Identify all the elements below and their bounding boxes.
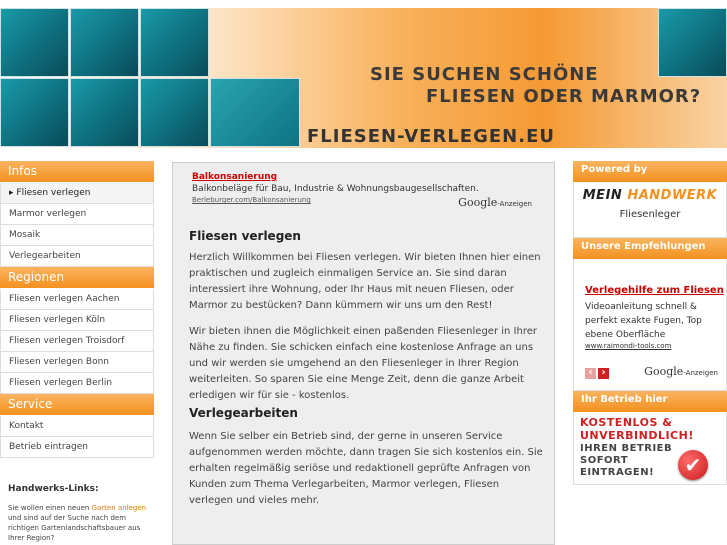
nav-item-koeln[interactable]: Fliesen verlegen Köln <box>0 310 154 331</box>
right-sidebar <box>573 161 727 485</box>
nav-item-bonn[interactable]: Fliesen verlegen Bonn <box>0 352 154 373</box>
powered-by-box[interactable] <box>573 182 727 238</box>
next-arrow-icon[interactable]: › <box>598 368 609 379</box>
site-header <box>0 0 727 160</box>
promo-line: KOSTENLOS & <box>580 416 673 429</box>
logo-mein: MEIN <box>582 188 623 203</box>
empfehlungen-box <box>573 259 727 391</box>
checkmark-icon[interactable]: ✔ <box>678 450 708 480</box>
google-ads-logo[interactable] <box>458 196 532 209</box>
ad-description: Balkonbeläge für Bau, Industrie & Wohnungsbaugesellschaften. <box>192 184 479 194</box>
nav-item-label: Fliesen verlegen <box>16 188 91 198</box>
ad-url-link[interactable]: Berleburger.com/Balkonsanierung <box>192 196 311 204</box>
nav-item-betrieb-eintragen[interactable]: Betrieb eintragen <box>0 437 154 458</box>
google-logo-text: Google <box>644 365 684 378</box>
promo-line: SOFORT <box>580 455 629 466</box>
tile-decoration <box>210 78 300 147</box>
handwerks-links-text <box>8 503 152 543</box>
promo-line: EINTRAGEN! <box>580 467 655 478</box>
garten-anlegen-link[interactable]: Garten anlegen <box>91 504 147 512</box>
tile-decoration <box>658 8 727 77</box>
ad-title-link[interactable]: Balkonsanierung <box>192 172 278 182</box>
empfehlung-ad-url-link[interactable]: www.raimondi-tools.com <box>585 342 672 350</box>
logo-handwerk: HANDWERK <box>627 188 718 203</box>
site-name[interactable]: FLIESEN-VERLEGEN.EU <box>307 126 555 147</box>
verlegearbeiten-paragraph: Wenn Sie selber ein Betrieb sind, der gerne in unseren Service aufgenommen werden möchte, dann tragen Sie sich kostenlos ein. Sie erhalten regelmäßig seriöse und redaktionell geprüfte Anfragen von Kunden zum Thema Verlegarbeiten, Marmor verlegen, Fliesen verlegen und vieles mehr. <box>189 431 543 506</box>
nav-item-fliesen-verlegen[interactable] <box>0 183 154 204</box>
left-sidebar <box>0 161 154 458</box>
mein-handwerk-logo[interactable] <box>574 182 726 203</box>
promo-subline <box>580 443 672 479</box>
heading-fliesen-verlegen: Fliesen verlegen <box>189 229 301 243</box>
header-tagline-1: SIE SUCHEN SCHÖNE <box>370 64 599 85</box>
google-logo-text: Google <box>458 196 498 209</box>
tile-decoration <box>70 78 139 147</box>
tile-decoration <box>140 78 209 147</box>
active-arrow-icon: ▸ <box>9 188 14 198</box>
empfehlungen-title: Unsere Empfehlungen <box>573 238 727 259</box>
promo-headline <box>580 416 694 442</box>
tile-decoration <box>140 8 209 77</box>
nav-item-berlin[interactable]: Fliesen verlegen Berlin <box>0 373 154 394</box>
google-ads-logo[interactable] <box>644 365 718 378</box>
promo-line: IHREN BETRIEB <box>580 443 673 454</box>
google-anzeigen-label: -Anzeigen <box>497 200 532 208</box>
powered-by-title: Powered by <box>573 161 727 182</box>
main-content <box>172 162 555 545</box>
nav-item-troisdorf[interactable]: Fliesen verlegen Troisdorf <box>0 331 154 352</box>
betrieb-eintragen-promo[interactable] <box>573 412 727 485</box>
google-anzeigen-label: -Anzeigen <box>683 369 718 377</box>
powered-by-subtitle: Fliesenleger <box>619 209 681 220</box>
intro-paragraph: Herzlich Willkommen bei Fliesen verlegen. Wir bieten Ihnen hier einen praktischen und zugleich einmaligen Service an. Sie sind daran interessiert ihre Wohnung, oder Ihr Haus mit neuen Fliesen, oder Marmor zu bestücken? Dann kümmern wir uns um den Rest! <box>189 252 541 311</box>
empfehlung-ad-description: Videoanleitung schnell & perfekt exakte Fugen, Top ebene Oberfläche <box>585 302 702 340</box>
tile-decoration <box>0 78 69 147</box>
tile-decoration <box>70 8 139 77</box>
tile-decoration <box>0 8 69 77</box>
service-paragraph: Wir bieten ihnen die Möglichkeit einen paßenden Fliesenleger in Ihrer Nähe zu finden. Sie schicken einfach eine kostenlose Anfrage an uns und wir werden sie umgehend an den Fliesenleger in Ihrer Region weiterleiten. So sparen Sie eine Menge Zeit, denn die ganze Arbeit erledigen wir für sie - kostenlos. <box>189 326 537 401</box>
betrieb-hier-title: Ihr Betrieb hier <box>573 391 727 412</box>
nav-item-marmor-verlegen[interactable]: Marmor verlegen <box>0 204 154 225</box>
prev-arrow-icon[interactable]: ‹ <box>585 368 596 379</box>
nav-item-verlegearbeiten[interactable]: Verlegearbeiten <box>0 246 154 267</box>
header-tagline-2: FLIESEN ODER MARMOR? <box>426 86 702 107</box>
promo-line: UNVERBINDLICH! <box>580 429 694 442</box>
nav-item-mosaik[interactable]: Mosaik <box>0 225 154 246</box>
handwerks-text-pre: Sie wollen einen neuen <box>8 504 92 512</box>
google-ad-block <box>192 172 532 210</box>
heading-verlegearbeiten: Verlegearbeiten <box>189 406 298 420</box>
handwerks-text-post: und sind auf der Suche nach dem richtigen Gartenlandschaftsbauer aus Ihrer Region? <box>8 514 141 542</box>
empfehlung-ad-title-link[interactable]: Verlegehilfe zum Fliesen <box>585 285 724 296</box>
nav-section-regionen-title: Regionen <box>0 267 154 289</box>
nav-item-aachen[interactable]: Fliesen verlegen Aachen <box>0 289 154 310</box>
nav-item-kontakt[interactable]: Kontakt <box>0 416 154 437</box>
nav-section-infos-title: Infos <box>0 161 154 183</box>
handwerks-links-title: Handwerks-Links: <box>8 484 99 494</box>
nav-section-service-title: Service <box>0 394 154 416</box>
